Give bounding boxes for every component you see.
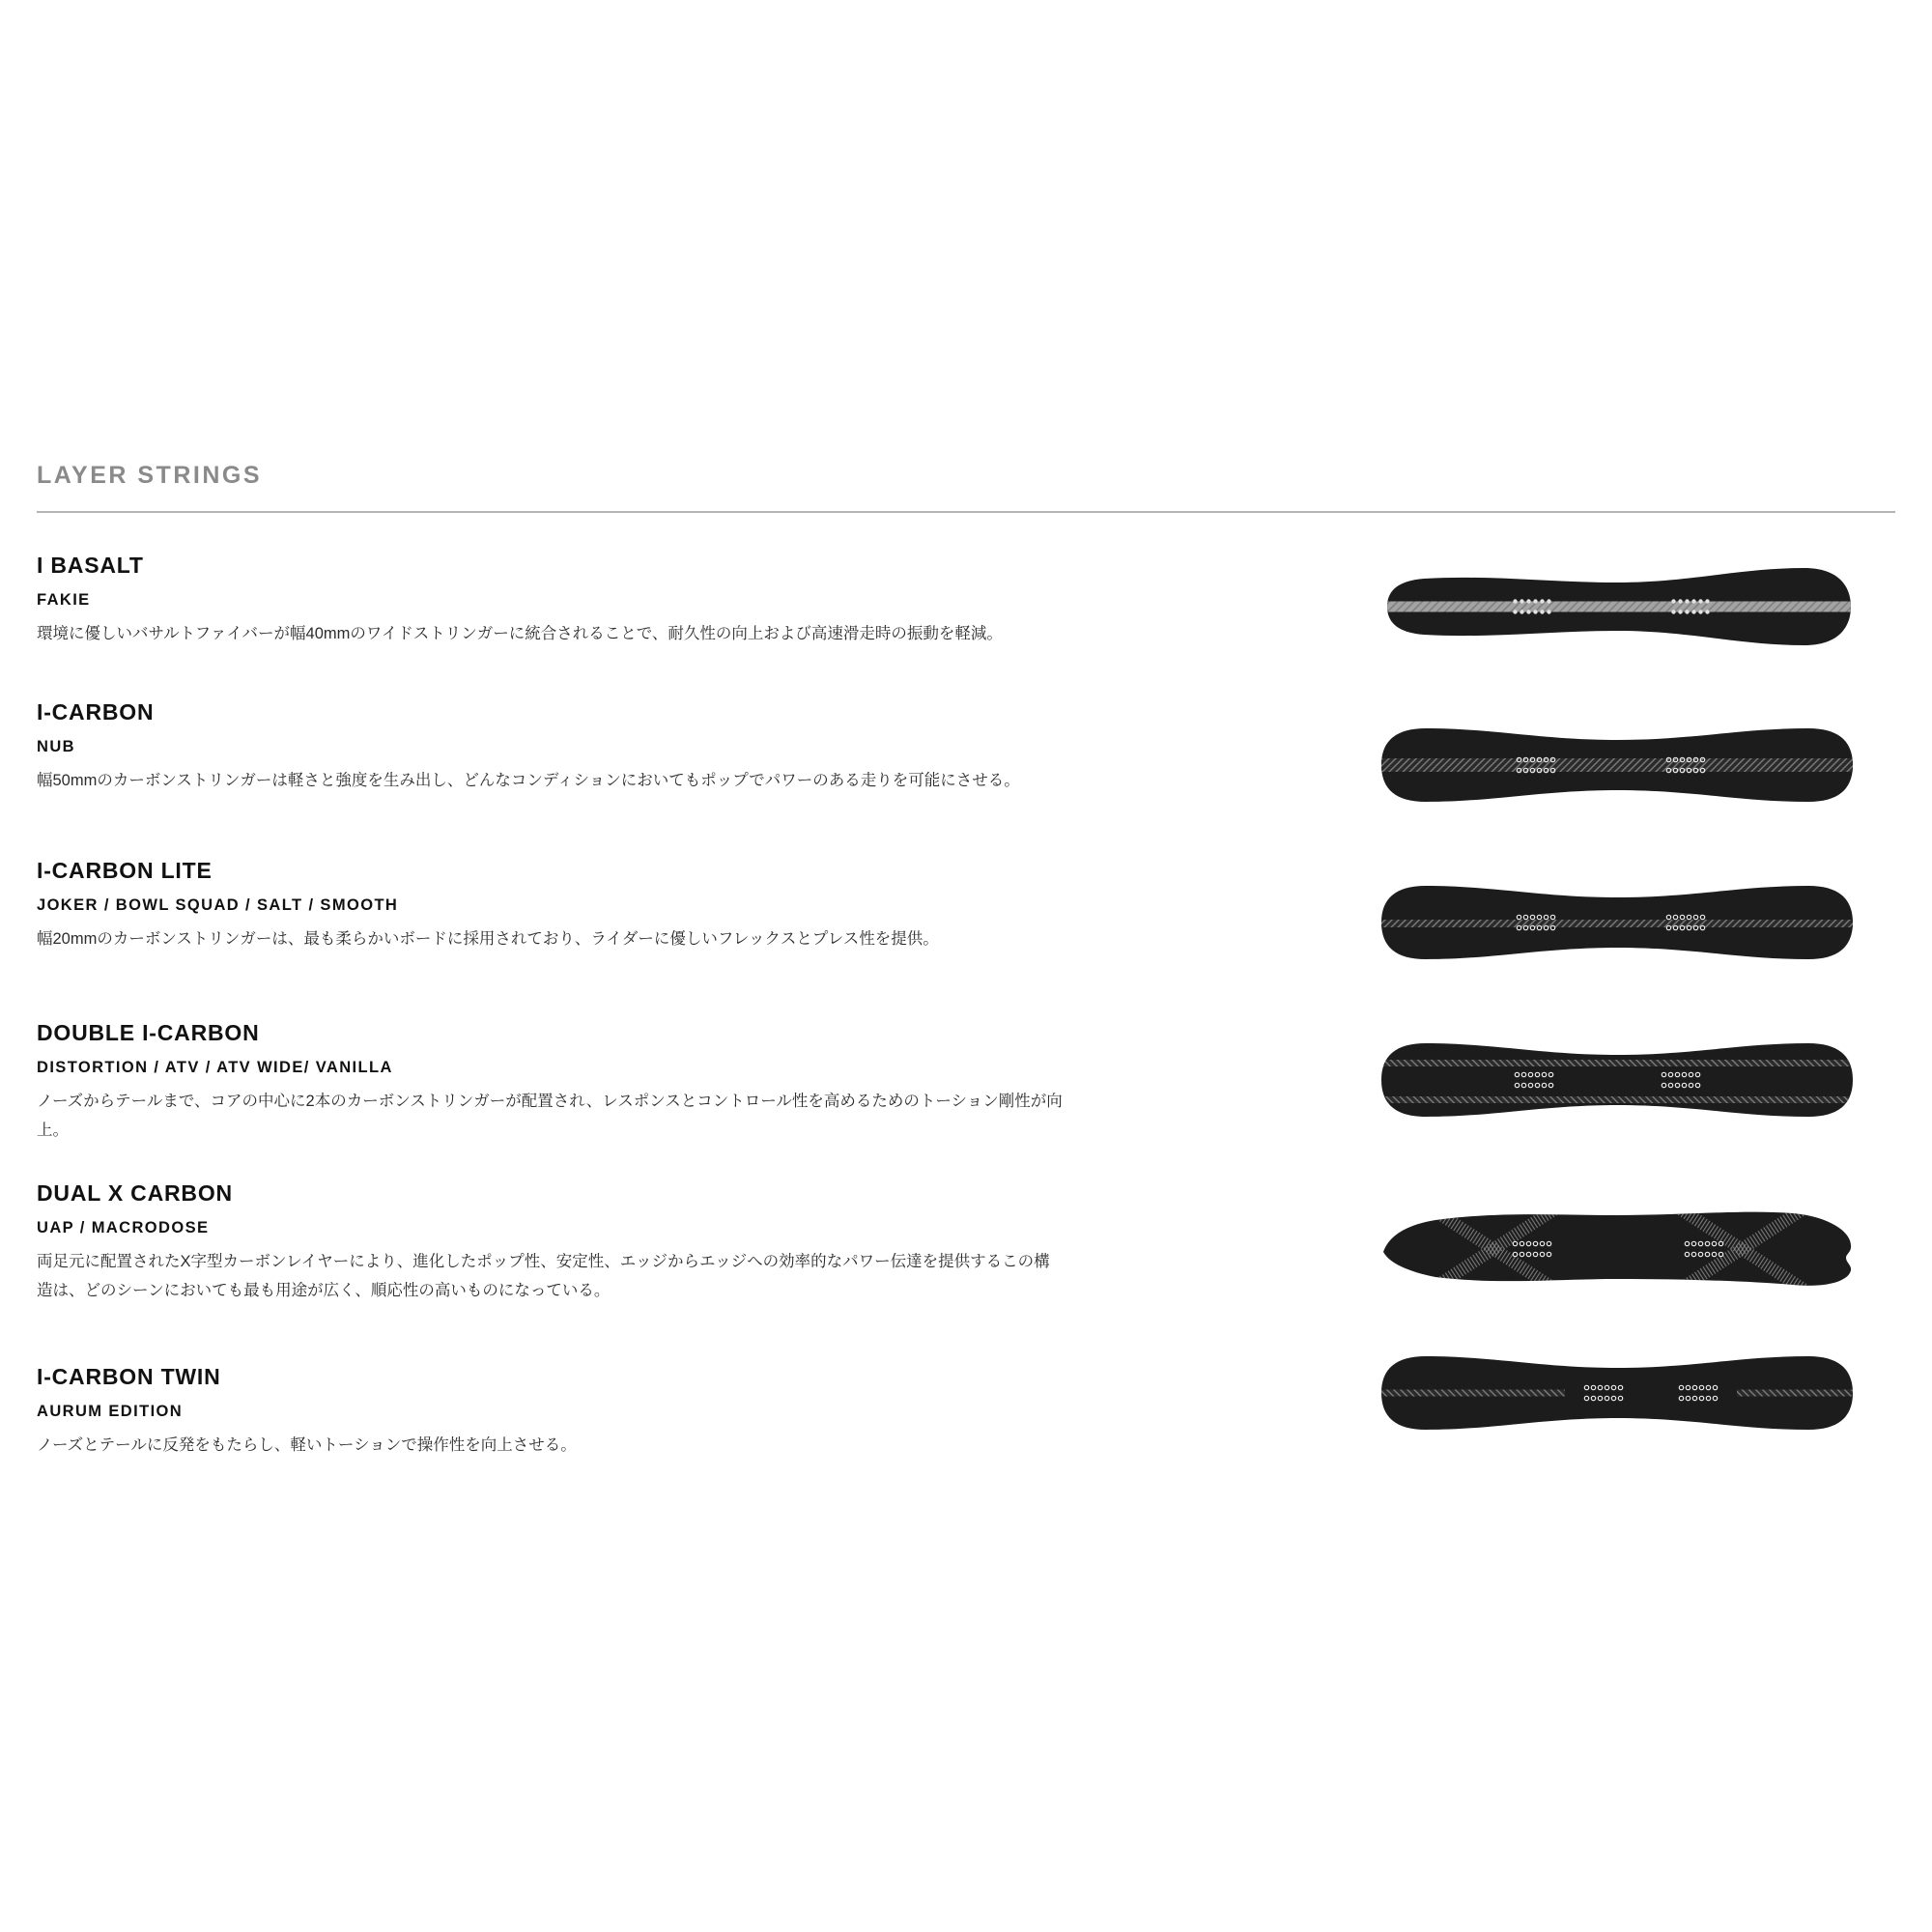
board-image-i-carbon [1379, 717, 1855, 813]
board-image-i-carbon-lite [1379, 874, 1855, 971]
section-models: AURUM EDITION [37, 1403, 184, 1420]
header-divider-line [37, 511, 1895, 513]
section-title: DUAL X CARBON [37, 1180, 233, 1206]
board-image-i-basalt [1379, 558, 1855, 655]
section-title: DOUBLE I-CARBON [37, 1020, 260, 1045]
section-description: 幅20mmのカーボンストリンガーは、最も柔らかいボードに採用されており、ライダーに優しいフレックスとプレス性を提供。 [37, 930, 939, 948]
section-models: DISTORTION / ATV / ATV WIDE/ VANILLA [37, 1059, 393, 1076]
section-title: I-CARBON LITE [37, 858, 213, 883]
section-i-basalt [37, 553, 1065, 649]
board-image-dual-x-carbon [1379, 1201, 1855, 1297]
board-image-i-carbon-twin [1379, 1345, 1855, 1441]
carbon-lite-stringer-stripe [1379, 920, 1855, 927]
board-image-double-i-carbon [1379, 1032, 1855, 1128]
section-models: NUB [37, 738, 75, 755]
section-description: ノーズからテールまで、コアの中心に2本のカーボンストリンガーが配置され、レスポンスとコントロール性を高めるためのトーション剛性が向上。 [37, 1093, 1063, 1139]
section-description: 環境に優しいバサルトファイバーが幅40mmのワイドストリンガーに統合されることで、耐久性の向上および高速滑走時の振動を軽減。 [37, 625, 1003, 642]
section-models: UAP / MACRODOSE [37, 1219, 210, 1236]
basalt-stringer-stripe [1383, 602, 1853, 612]
section-title: I BASALT [37, 553, 144, 578]
section-i-carbon-lite [37, 858, 1065, 954]
section-title: I-CARBON [37, 699, 155, 724]
carbon-stringer-stripe [1379, 758, 1855, 772]
section-description: 両足元に配置されたX字型カーボンレイヤーにより、進化したポップ性、安定性、エッジからエッジへの効率的なパワー伝達を提供するこの構造は、どのシーンにおいても最も用途が広く、順応性の高いものになっている。 [37, 1253, 1050, 1299]
section-models: FAKIE [37, 591, 91, 609]
section-title: I-CARBON TWIN [37, 1364, 221, 1389]
page-title: LAYER STRINGS [37, 462, 263, 489]
section-description: ノーズとテールに反発をもたらし、軽いトーションで操作性を向上させる。 [37, 1436, 577, 1454]
section-double-i-carbon [37, 1020, 1065, 1145]
section-description: 幅50mmのカーボンストリンガーは軽さと強度を生み出し、どんなコンディションにおいてもポップでパワーのある走りを可能にさせる。 [37, 772, 1020, 789]
section-i-carbon [37, 699, 1065, 796]
section-dual-x-carbon [37, 1180, 1065, 1305]
section-models: JOKER / BOWL SQUAD / SALT / SMOOTH [37, 896, 399, 914]
section-i-carbon-twin [37, 1364, 1065, 1461]
